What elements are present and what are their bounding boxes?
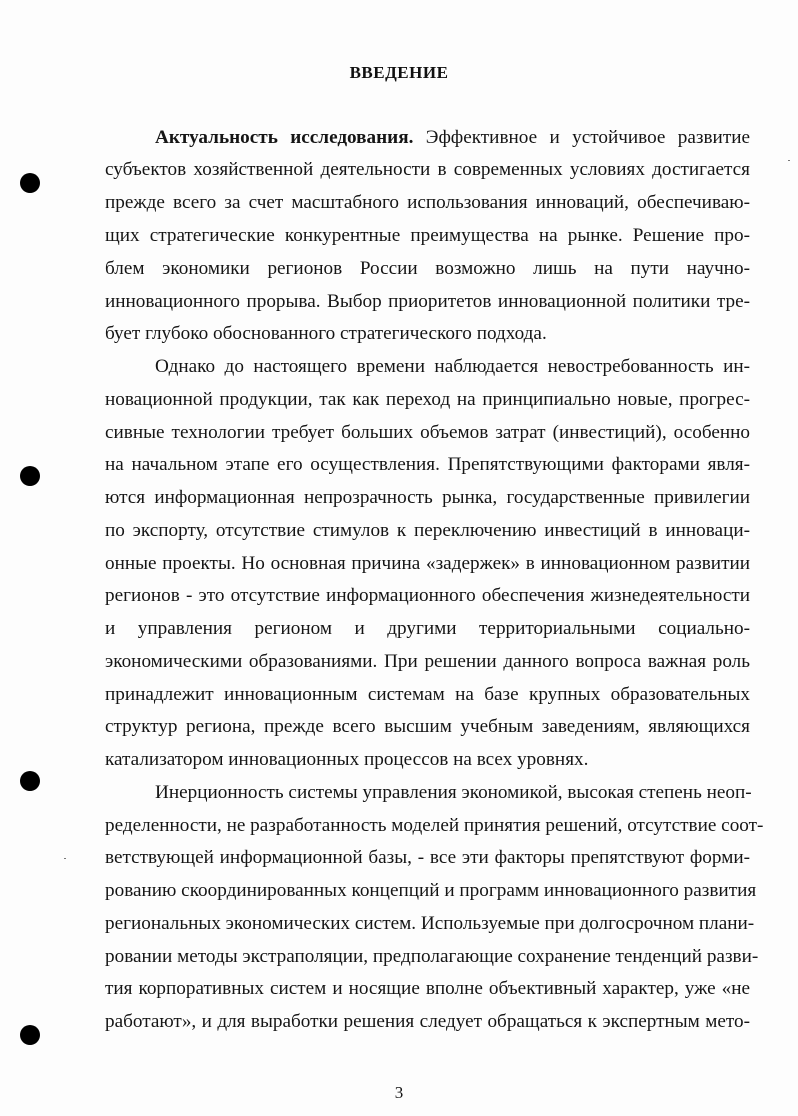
paragraph-line: по экспорту, отсутствие стимулов к переключению инвестиций в инноваци- — [105, 520, 750, 541]
paragraph-lead: Актуальность исследования. — [155, 127, 414, 148]
paragraph-line: сивные технологии требует больших объемов затрат (инвестиций), особенно — [105, 422, 750, 443]
punch-hole-icon — [20, 771, 40, 791]
paragraph-line: экономическими образованиями. При решении данного вопроса важная роль — [105, 651, 750, 672]
paragraph-line: работают», и для выработки решения следует обращаться к экспертным мето- — [105, 1011, 750, 1032]
paragraph-line: на начальном этапе его осуществления. Препятствующими факторами явля- — [105, 454, 750, 475]
paragraph-line: ровании методы экстраполяции, предполагающие сохранение тенденций разви- — [105, 946, 759, 967]
paragraph-line: и управления регионом и другими территориальными социально- — [105, 618, 750, 639]
punch-hole-icon — [20, 1025, 40, 1045]
paragraph-line: регионов - это отсутствие информационного обеспечения жизнедеятельности — [105, 585, 750, 606]
page-title: ВВЕДЕНИЕ — [349, 63, 449, 82]
scan-speck — [64, 858, 66, 859]
paragraph-line: прежде всего за счет масштабного использования инноваций, обеспечиваю- — [105, 192, 750, 213]
scan-speck — [788, 160, 790, 161]
paragraph-line: бует глубоко обоснованного стратегического подхода. — [105, 323, 547, 344]
page-number: 3 — [394, 1083, 404, 1102]
paragraph-line: катализатором инновационных процессов на всех уровнях. — [105, 749, 589, 770]
paragraph-line: Однако до настоящего времени наблюдается невостребованность ин- — [155, 356, 750, 377]
paragraph-line: региональных экономических систем. Используемые при долгосрочном плани- — [105, 913, 755, 934]
paragraph-line: структур региона, прежде всего высшим учебным заведениям, являющихся — [105, 716, 750, 737]
punch-hole-icon — [20, 173, 40, 193]
paragraph-line: блем экономики регионов России возможно лишь на пути научно- — [105, 258, 750, 279]
paragraph-line: щих стратегические конкурентные преимущества на рынке. Решение про- — [105, 225, 750, 246]
punch-hole-icon — [20, 466, 40, 486]
paragraph-line: Актуальность исследования. Эффективное и устойчивое развитие — [155, 127, 750, 148]
paragraph-line: ются информационная непрозрачность рынка, государственные привилегии — [105, 487, 750, 508]
paragraph-line: субъектов хозяйственной деятельности в современных условиях достигается — [105, 159, 750, 180]
paragraph-line: принадлежит инновационным системам на базе крупных образовательных — [105, 684, 750, 705]
paragraph-line: ределенности, не разработанность моделей принятия решений, отсутствие соот- — [105, 815, 764, 836]
paragraph-line: рованию скоординированных концепций и программ инновационного развития — [105, 880, 757, 901]
paragraph-line: инновационного прорыва. Выбор приоритетов инновационной политики тре- — [105, 291, 750, 312]
paragraph-line: ветствующей информационной базы, - все эти факторы препятствуют форми- — [105, 847, 750, 868]
paragraph-line: Инерционность системы управления экономикой, высокая степень неоп- — [155, 782, 752, 803]
paragraph-line: онные проекты. Но основная причина «задержек» в инновационном развитии — [105, 553, 750, 574]
paragraph-line: новационной продукции, так как переход на принципиально новые, прогрес- — [105, 389, 750, 410]
paragraph-line: тия корпоративных систем и носящие вполне объективный характер, уже «не — [105, 978, 750, 999]
